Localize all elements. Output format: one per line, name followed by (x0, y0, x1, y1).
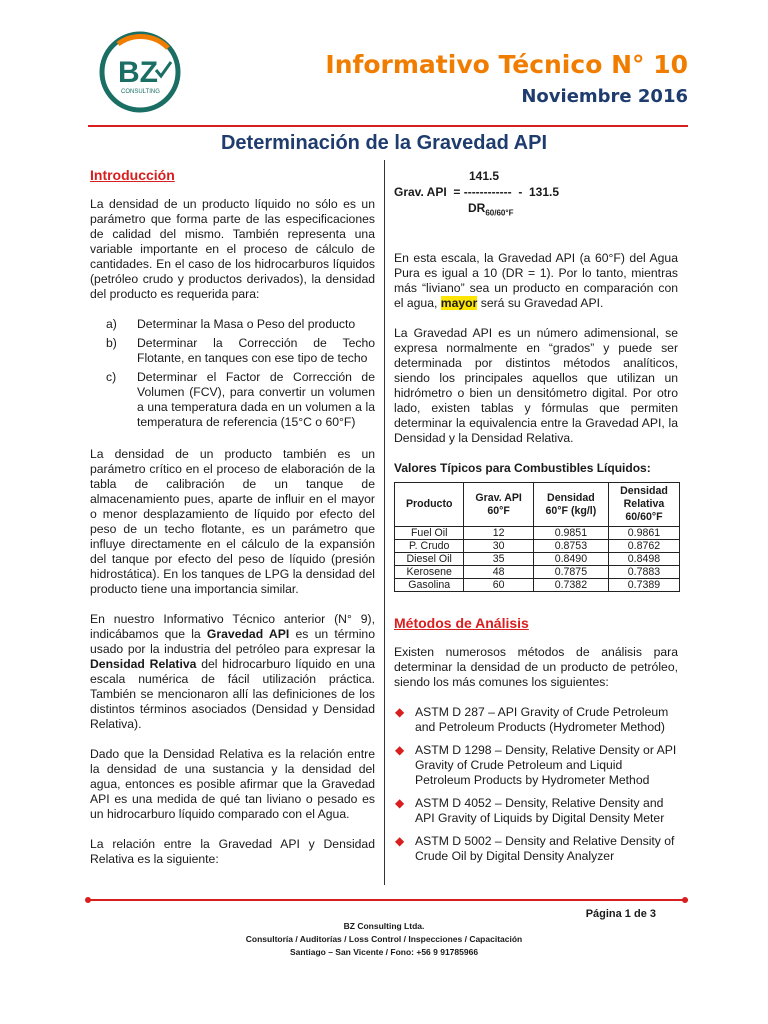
list-item: ◆ ASTM D 4052 – Density, Relative Density and API Gravity of Liquids by Digital Density Meter (395, 796, 665, 826)
table-cell: 0.8762 (608, 540, 679, 553)
list-item: ◆ ASTM D 287 – API Gravity of Crude Petroleum and Petroleum Products (Hydrometer Method) (395, 705, 669, 735)
table-cell: 0.7875 (533, 566, 608, 579)
table-cell: 0.9861 (608, 527, 679, 540)
term-gravedad-api: Gravedad API (206, 627, 290, 641)
diamond-bullet-icon: ◆ (395, 834, 405, 849)
api-definition-paragraph: La Gravedad API es un número adimensional, se expresa normalmente en “grados” y puede ser determinada por distintos métodos analíticos, siendo los principales aquellos que utilizan un hidrómetro o bien un densitómetro digital. Por otro lado, existen tablas y fórmulas que permiten determinar la equivalencia entre la Gravedad API, la Densidad y la Densidad Relativa. (394, 326, 678, 446)
intro-heading: Introducción (90, 167, 175, 183)
footer-rule (88, 899, 688, 901)
table-cell: 12 (464, 527, 533, 540)
table-cell: 48 (464, 566, 533, 579)
term-densidad-relativa: Densidad Relativa (90, 657, 197, 671)
diamond-bullet-icon: ◆ (395, 705, 405, 720)
table-cell: Fuel Oil (395, 527, 464, 540)
formula-numerator: 141.5 (469, 169, 500, 183)
table-row (395, 566, 680, 579)
list-text: Determinar la Corrección de Techo Flotante, en tanques con ese tipo de techo (137, 336, 375, 365)
list-item: ◆ ASTM D 5002 – Density and Relative Density of Crude Oil by Digital Density Analyzer (395, 834, 675, 864)
highlight-mayor: mayor (440, 296, 478, 311)
table-header-cell: Densidad Relativa 60/60°F (608, 483, 679, 527)
rule-dot-left (85, 897, 91, 903)
table-row (395, 553, 680, 566)
table-cell: 0.8498 (608, 553, 679, 566)
table-cell: 60 (464, 579, 533, 592)
footer (0, 920, 768, 959)
bz-consulting-logo (98, 30, 182, 114)
footer-company: BZ Consulting Ltda. (343, 921, 425, 931)
table-row (395, 540, 680, 553)
list-item (106, 336, 375, 366)
formula-denominator: $DR_{60/60^\circ F}$ (468, 201, 514, 218)
table-cell: P. Crudo (395, 540, 464, 553)
uses-list (90, 317, 375, 430)
logo-text: BZ (118, 56, 158, 89)
document-date: Noviembre 2016 (521, 86, 688, 107)
left-column (90, 168, 375, 882)
methods-intro: Existen numerosos métodos de análisis para determinar la densidad de un producto de petróleo, siendo los más comunes los siguientes: (394, 645, 678, 690)
intro-paragraph-4: Dado que la Densidad Relativa es la relación entre la densidad de una sustancia y la densidad del agua, entonces es posible afirmar que la Gravedad API es una medida de qué tan liviano o pesado es un hidrocarburo líquido comparado con el Agua. (90, 747, 375, 821)
api-formula (394, 168, 678, 221)
table-header-cell: Densidad 60°F (kg/l) (533, 483, 608, 527)
main-title: Determinación de la Gravedad API (220, 132, 548, 154)
page-number: Página 1 de 3 (585, 908, 656, 920)
document-title: Informativo Técnico N° 10 (325, 50, 688, 79)
table-cell: 0.7389 (608, 579, 679, 592)
list-letter: b) (106, 336, 117, 350)
diamond-bullet-icon: ◆ (395, 743, 405, 758)
intro-paragraph-2: La densidad de un producto también es un parámetro crítico en el proceso de elaboración de la tabla de calibración de un tanque de almacenamiento pues, aparte de influir en el mayor o menor desplazamiento de líquido por efecto del peso de un techo flotante, es un parámetro que influye directamente en el cálculo de la expansión del tanque por efecto del peso de líquido (presión hidrostática). En los tanques de LPG la densidad del producto tiene una importancia similar. (90, 447, 375, 596)
logo-subtext: CONSULTING (121, 89, 160, 95)
table-cell: 0.7382 (533, 579, 608, 592)
list-item (106, 317, 375, 332)
intro-paragraph-3: En nuestro Informativo Técnico anterior (N° 9), indicábamos que la Gravedad API es un término usado por la industria del petróleo para expresar la Densidad Relativa del hidrocarburo líquido en una escala numérica de fácil utilización práctica. También se mencionaron allí las definiciones de los distintos términos asociados (Densidad y Densidad Relativa). (90, 612, 375, 731)
list-item (106, 370, 375, 430)
column-divider (384, 160, 385, 885)
table-cell: Kerosene (395, 566, 464, 579)
table-header-cell: Producto (395, 483, 464, 527)
table-cell: 0.9851 (533, 527, 608, 540)
methods-list (394, 705, 678, 864)
table-cell: Diesel Oil (395, 553, 464, 566)
intro-paragraph-1: La densidad de un producto líquido no sólo es un parámetro que forma parte de las especificaciones de calidad del mismo. También representa una variable importante en el proceso de cálculo de cantidades. En el caso de los hidrocarburos líquidos (petróleo crudo y productos derivados), la densidad del producto es requerida para: (90, 197, 375, 301)
table-cell: 0.8753 (533, 540, 608, 553)
rule-dot-right (682, 897, 688, 903)
table-cell: 30 (464, 540, 533, 553)
table-row (395, 527, 680, 540)
list-letter: a) (106, 317, 117, 331)
table-title: Valores Típicos para Combustibles Líquidos: (394, 461, 651, 476)
table-row (395, 579, 680, 592)
header-rule (88, 125, 688, 127)
right-column (394, 168, 678, 872)
footer-contact: Santiago – San Vicente / Fono: +56 9 91785966 (289, 947, 479, 957)
scale-paragraph: En esta escala, la Gravedad API (a 60°F) del Agua Pura es igual a 10 (DR = 1). Por lo tanto, mientras más “liviano” sea un producto en comparación con el agua, mayor será su Gravedad API. (394, 251, 678, 311)
list-item: ◆ ASTM D 1298 – Density, Relative Density or API Gravity of Crude Petroleum and Liquid Petroleum Products by Hydrometer Method (395, 743, 677, 788)
intro-paragraph-5: La relación entre la Gravedad API y Densidad Relativa es la siguiente: (90, 837, 375, 866)
methods-heading: Métodos de Análisis (394, 615, 529, 632)
list-text: Determinar el Factor de Corrección de Volumen (FCV), para convertir un volumen a una temperatura dada en un volumen a la temperatura de referencia (15°C o 60°F) (137, 370, 375, 429)
table-header-cell: Grav. API 60°F (464, 483, 533, 527)
table-cell: 0.8490 (533, 553, 608, 566)
typical-values-table (394, 482, 680, 592)
list-letter: c) (106, 370, 117, 384)
formula-main-line: Grav. API = ------------ - 131.5 (394, 185, 560, 199)
footer-services: Consultoría / Auditorías / Loss Control / Inspecciones / Capacitación (245, 934, 523, 944)
diamond-bullet-icon: ◆ (395, 796, 405, 811)
list-text: Determinar la Masa o Peso del producto (137, 317, 356, 331)
table-cell: 0.7883 (608, 566, 679, 579)
table-cell: 35 (464, 553, 533, 566)
table-cell: Gasolina (395, 579, 464, 592)
